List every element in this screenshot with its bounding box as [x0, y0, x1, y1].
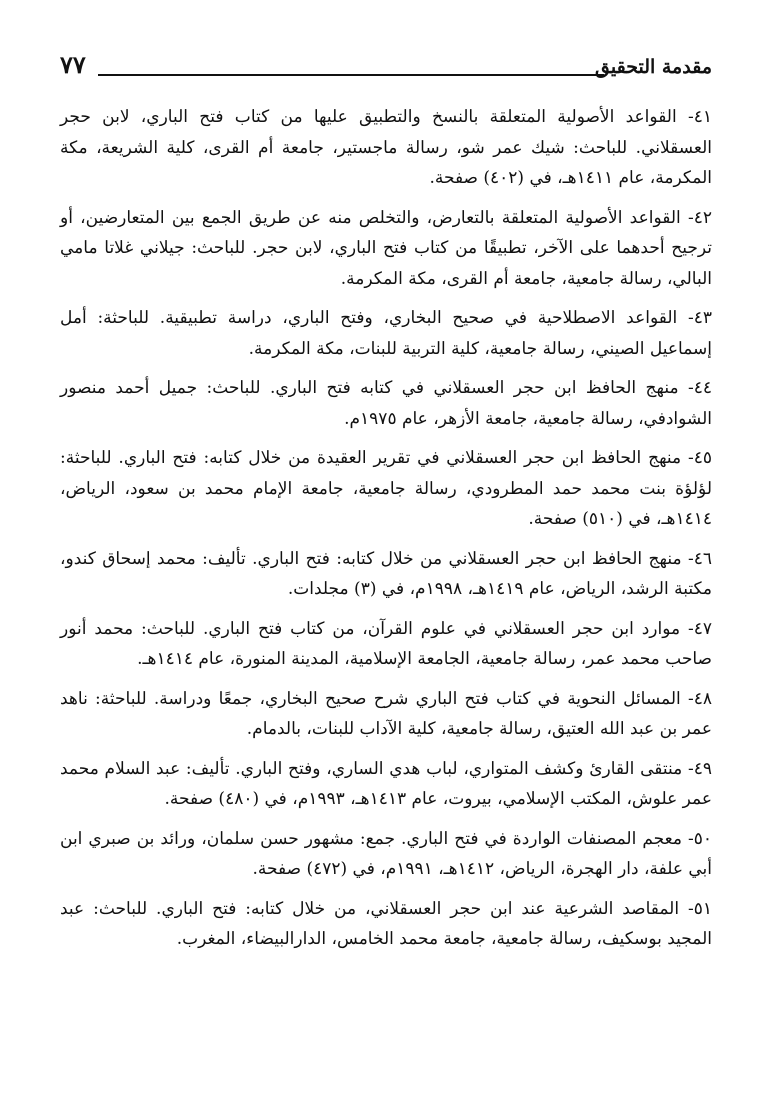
bibliography-entry-47: ٤٧- موارد ابن حجر العسقلاني في علوم القرآن، من كتاب فتح الباري. للباحث: محمد أنور صاحب محمد عمر، رسالة جامعية، الجامعة الإسلامية، المدينة المنورة، عام ١٤١٤هـ. — [60, 618, 712, 669]
bibliography-entry-42: ٤٢- القواعد الأصولية المتعلقة بالتعارض، والتخلص منه عن طريق الجمع بين المتعارضين، أو ترجيح أحدهما على الآخر، تطبيقًا من كتاب فتح الباري، لابن حجر. للباحث: جيلاني غلاتا مامي البالي، رسالة جامعية، جامعة أم القرى، مكة المكرمة. — [60, 207, 712, 289]
bibliography-list — [60, 102, 712, 955]
running-title: مقدمة التحقيق — [595, 56, 712, 78]
bibliography-entry-51: ٥١- المقاصد الشرعية عند ابن حجر العسقلاني، من خلال كتابه: فتح الباري. للباحث: عبد المجيد بوسكيف، رسالة جامعية، جامعة محمد الخامس، الدارالبيضاء، المغرب. — [60, 898, 712, 949]
bibliography-entry-44: ٤٤- منهج الحافظ ابن حجر العسقلاني في كتابه فتح الباري. للباحث: جميل أحمد منصور الشوادفي، رسالة جامعية، جامعة الأزهر، عام ١٩٧٥م. — [60, 378, 712, 429]
bibliography-entry-50: ٥٠- معجم المصنفات الواردة في فتح الباري. جمع: مشهور حسن سلمان، ورائد بن صبري ابن أبي علفة، دار الهجرة، الرياض، ١٤١٢هـ، ١٩٩١م، في (٤٧٢) صفحة. — [60, 828, 712, 879]
bibliography-entry-41: ٤١- القواعد الأصولية المتعلقة بالنسخ والتطبيق عليها من كتاب فتح الباري، لابن حجر العسقلاني. للباحث: شيك عمر شو، رسالة ماجستير، جامعة أم القرى، كلية الشريعة، مكة المكرمة، عام ١٤١١هـ، في (٤٠٢) صفحة. — [60, 107, 712, 188]
bibliography-entry-45: ٤٥- منهج الحافظ ابن حجر العسقلاني في تقرير العقيدة من خلال كتابه: فتح الباري. للباحثة: لؤلؤة بنت محمد حمد المطرودي، رسالة جامعية، جامعة الإمام محمد بن سعود، الرياض، ١٤١٤هـ، في (٥١٠) صفحة. — [60, 448, 712, 529]
header-rule — [98, 74, 604, 76]
bibliography-entry-49: ٤٩- منتقى القارئ وكشف المتواري، لباب هدي الساري، وفتح الباري. تأليف: عبد السلام محمد عمر علوش، المكتب الإسلامي، بيروت، عام ١٤١٣هـ، ١٩٩٣م، في (٤٨٠) صفحة. — [60, 758, 712, 809]
page-header — [60, 48, 712, 88]
bibliography-entry-48: ٤٨- المسائل النحوية في كتاب فتح الباري شرح صحيح البخاري، جمعًا ودراسة. للباحثة: ناهد عمر بن عبد الله العتيق، رسالة جامعية، كلية الآداب للبنات، بالدمام. — [60, 688, 712, 739]
bibliography-entry-43: ٤٣- القواعد الاصطلاحية في صحيح البخاري، وفتح الباري، دراسة تطبيقية. للباحثة: أمل إسماعيل الصيني، رسالة جامعية، كلية التربية للبنات، مكة المكرمة. — [60, 308, 712, 359]
bibliography-entry-46: ٤٦- منهج الحافظ ابن حجر العسقلاني من خلال كتابه: فتح الباري. تأليف: محمد إسحاق كندو، مكتبة الرشد، الرياض، عام ١٤١٩هـ، ١٩٩٨م، في (٣) مجلدات. — [60, 548, 712, 599]
page-number: ٧٧ — [60, 50, 86, 79]
